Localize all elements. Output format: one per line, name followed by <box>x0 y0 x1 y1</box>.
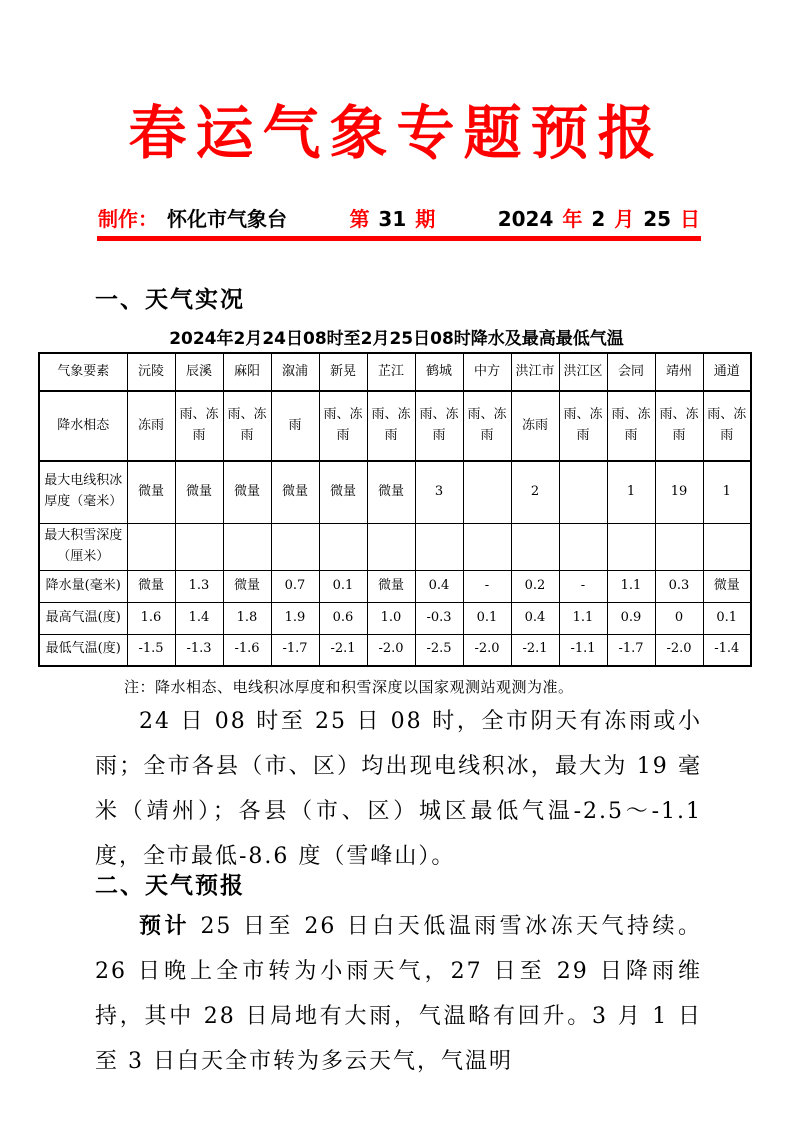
table-cell <box>559 523 607 570</box>
table-cell <box>271 523 319 570</box>
column-header-station: 靖州 <box>655 353 703 391</box>
table-row <box>39 461 751 523</box>
table-cell: 1 <box>703 461 751 523</box>
producer-label: 制作： <box>98 207 158 231</box>
table-row <box>39 391 751 461</box>
table-cell: 0.6 <box>319 602 367 634</box>
column-header-station: 溆浦 <box>271 353 319 391</box>
column-header-station: 中方 <box>463 353 511 391</box>
table-cell: 雨、冻雨 <box>175 391 223 461</box>
table-row <box>39 634 751 666</box>
row-label: 降水量(毫米) <box>39 570 127 602</box>
date-year: 2024 <box>497 207 554 231</box>
table-cell: 微量 <box>223 570 271 602</box>
table-cell: -2.1 <box>319 634 367 666</box>
issue-prefix: 第 <box>349 207 370 231</box>
column-header-station: 会同 <box>607 353 655 391</box>
table-cell: 微量 <box>367 461 415 523</box>
table-cell <box>559 461 607 523</box>
table-cell <box>367 523 415 570</box>
table-cell: 0.1 <box>703 602 751 634</box>
table-cell: 冻雨 <box>127 391 175 461</box>
table-cell <box>127 523 175 570</box>
table-row <box>39 523 751 570</box>
table-cell: 微量 <box>223 461 271 523</box>
table-cell: 1.3 <box>175 570 223 602</box>
weather-table-body <box>39 353 751 666</box>
table-cell: -1.7 <box>271 634 319 666</box>
date-month-unit: 月 <box>614 207 635 231</box>
table-cell: 19 <box>655 461 703 523</box>
column-header-station: 洪江区 <box>559 353 607 391</box>
table-cell: -1.4 <box>703 634 751 666</box>
column-header-station: 新晃 <box>319 353 367 391</box>
table-cell: -1.6 <box>223 634 271 666</box>
byline-producer <box>97 203 288 232</box>
table-cell <box>175 523 223 570</box>
table-cell: 1.1 <box>607 570 655 602</box>
table-cell: 雨、冻雨 <box>367 391 415 461</box>
table-cell: 微量 <box>127 570 175 602</box>
weather-table <box>38 352 752 667</box>
table-cell <box>223 523 271 570</box>
forecast-paragraph <box>95 904 702 1084</box>
table-cell <box>607 523 655 570</box>
date-day: 25 <box>643 207 672 231</box>
table-cell: 2 <box>511 461 559 523</box>
header-divider-rule <box>97 236 701 241</box>
column-header-station: 洪江市 <box>511 353 559 391</box>
table-cell: 雨、冻雨 <box>703 391 751 461</box>
column-header-station: 沅陵 <box>127 353 175 391</box>
table-cell: 3 <box>415 461 463 523</box>
table-row <box>39 602 751 634</box>
table-cell: 冻雨 <box>511 391 559 461</box>
table-cell: -2.0 <box>655 634 703 666</box>
forecast-lead-word: 预计 <box>139 913 190 939</box>
weather-summary-paragraph: 24 日 08 时至 25 日 08 时，全市阴天有冻雨或小雨；全市各县（市、区）均出现电线积冰，最大为 19 毫米（靖州）；各县（市、区）城区最低气温-2.5～-1.1 度，全市最低-8.6 度（雪峰山）。 <box>95 709 702 869</box>
issue-suffix: 期 <box>415 207 436 231</box>
column-header-station: 辰溪 <box>175 353 223 391</box>
table-cell: 雨 <box>271 391 319 461</box>
column-header-element: 气象要素 <box>39 353 127 391</box>
table-cell: 1.0 <box>367 602 415 634</box>
table-cell <box>463 523 511 570</box>
date-year-unit: 年 <box>562 207 583 231</box>
document-title: 春运气象专题预报 <box>128 99 665 167</box>
byline-issue <box>348 203 436 232</box>
row-label: 最大积雪深度（厘米） <box>39 523 127 570</box>
table-cell: 雨、冻雨 <box>607 391 655 461</box>
forecast-text: 25 日至 26 日白天低温雨雪冰冻天气持续。26 日晚上全市转为小雨天气，27 日至 29 日降雨维持，其中 28 日局地有大雨，气温略有回升。3 月 1 日至 3 日白天全市转为多云天气，气温明 <box>95 914 702 1074</box>
table-note: 注：降水相态、电线积冰厚度和积雪深度以国家观测站观测为准。 <box>124 678 574 696</box>
table-cell: 0 <box>655 602 703 634</box>
table-cell: 1.9 <box>271 602 319 634</box>
table-cell <box>319 523 367 570</box>
table-cell: 0.4 <box>415 570 463 602</box>
column-header-station: 芷江 <box>367 353 415 391</box>
table-cell: 0.9 <box>607 602 655 634</box>
table-cell: 雨、冻雨 <box>463 391 511 461</box>
byline-date <box>497 203 701 232</box>
issue-number: 31 <box>378 207 407 231</box>
table-cell: 0.4 <box>511 602 559 634</box>
table-cell: 0.1 <box>463 602 511 634</box>
column-header-station: 通道 <box>703 353 751 391</box>
date-month: 2 <box>591 207 606 231</box>
table-cell: 0.1 <box>319 570 367 602</box>
row-label: 最大电线积冰厚度（毫米） <box>39 461 127 523</box>
table-cell: -2.0 <box>463 634 511 666</box>
table-cell: 微量 <box>127 461 175 523</box>
table-row <box>39 570 751 602</box>
table-cell: 微量 <box>367 570 415 602</box>
producer-name: 怀化市气象台 <box>166 207 287 231</box>
row-label: 最低气温(度) <box>39 634 127 666</box>
table-cell: -1.7 <box>607 634 655 666</box>
table-cell: 0.2 <box>511 570 559 602</box>
section-heading-weather-actual: 一、天气实况 <box>95 287 245 313</box>
weather-table-title: 2024年2月24日08时至2月25日08时降水及最高最低气温 <box>169 329 624 349</box>
table-cell: 微量 <box>175 461 223 523</box>
table-header-row <box>39 353 751 391</box>
table-cell: 雨、冻雨 <box>415 391 463 461</box>
table-cell: 1.6 <box>127 602 175 634</box>
row-label: 最高气温(度) <box>39 602 127 634</box>
table-cell: -2.0 <box>367 634 415 666</box>
date-day-unit: 日 <box>680 207 700 231</box>
table-cell: 雨、冻雨 <box>559 391 607 461</box>
table-cell: 1.4 <box>175 602 223 634</box>
column-header-station: 鹤城 <box>415 353 463 391</box>
table-cell: 1 <box>607 461 655 523</box>
table-cell <box>463 461 511 523</box>
table-cell: 微量 <box>271 461 319 523</box>
table-cell: 0.7 <box>271 570 319 602</box>
table-cell: - <box>463 570 511 602</box>
table-cell: 雨、冻雨 <box>223 391 271 461</box>
table-cell <box>655 523 703 570</box>
table-cell <box>511 523 559 570</box>
byline <box>97 203 701 232</box>
table-cell: 雨、冻雨 <box>319 391 367 461</box>
table-cell: 微量 <box>319 461 367 523</box>
table-cell: -1.3 <box>175 634 223 666</box>
table-cell: 1.1 <box>559 602 607 634</box>
table-cell: -2.1 <box>511 634 559 666</box>
table-cell: 微量 <box>703 570 751 602</box>
table-cell: -1.5 <box>127 634 175 666</box>
table-cell: -0.3 <box>415 602 463 634</box>
table-cell: 0.3 <box>655 570 703 602</box>
table-cell <box>703 523 751 570</box>
table-cell: 1.8 <box>223 602 271 634</box>
table-cell <box>415 523 463 570</box>
table-cell: -1.1 <box>559 634 607 666</box>
table-cell: - <box>559 570 607 602</box>
column-header-station: 麻阳 <box>223 353 271 391</box>
section-heading-forecast: 二、天气预报 <box>95 873 245 899</box>
table-cell: -2.5 <box>415 634 463 666</box>
row-label: 降水相态 <box>39 391 127 461</box>
table-cell: 雨、冻雨 <box>655 391 703 461</box>
